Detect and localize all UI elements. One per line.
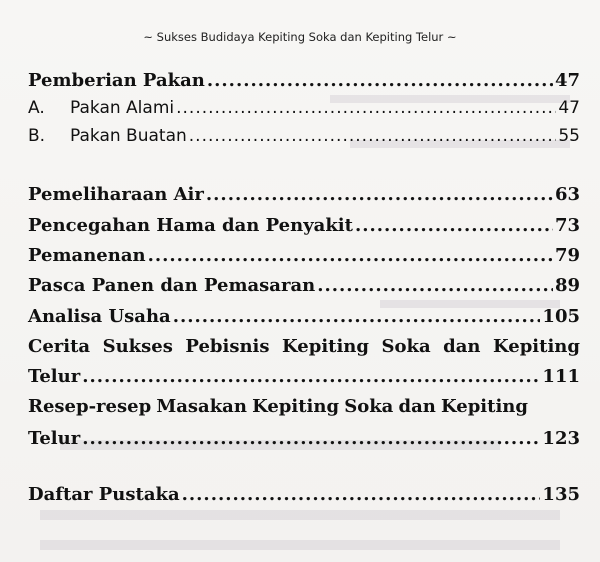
toc-leader <box>148 245 553 266</box>
toc-entry-line1 <box>28 336 580 357</box>
toc-entry <box>28 70 580 91</box>
toc-word: Sukses <box>102 336 173 357</box>
toc-sub-entry <box>28 126 580 146</box>
toc-word: Masakan <box>156 396 247 417</box>
toc-page-number: 55 <box>558 126 580 146</box>
toc-leader <box>173 306 541 327</box>
toc-entry <box>28 484 580 505</box>
toc-word: Cerita <box>28 336 91 357</box>
toc-page-number: 135 <box>542 484 580 505</box>
toc-page-number: 105 <box>542 306 580 327</box>
toc-page-number: 73 <box>554 215 580 236</box>
toc-word: Resep-resep <box>28 396 152 417</box>
toc-word: Soka <box>344 396 394 417</box>
toc-entry <box>28 306 580 327</box>
toc-entry <box>28 184 580 205</box>
toc-title: Pemanenan <box>28 245 146 266</box>
toc-page-number: 63 <box>554 184 580 205</box>
toc-page-number: 47 <box>558 98 580 118</box>
toc-word: Kepiting <box>252 396 340 417</box>
toc-entry-line2 <box>28 366 580 387</box>
running-head: ~ Sukses Budidaya Kepiting Soka dan Kepiting Telur ~ <box>143 30 457 44</box>
toc-title: Analisa Usaha <box>28 306 171 327</box>
toc-entry-line2 <box>28 428 580 449</box>
toc-title: Pakan Buatan <box>70 126 187 146</box>
toc-leader <box>207 70 553 91</box>
toc-word: Soka <box>381 336 431 357</box>
toc-word: dan <box>398 396 436 417</box>
toc-entry <box>28 215 580 236</box>
toc-page-number: 123 <box>542 428 580 449</box>
toc-word: Kepiting <box>493 336 580 357</box>
toc-sub-entry <box>28 98 580 118</box>
toc-leader <box>189 126 557 146</box>
toc-marker: A. <box>28 98 45 118</box>
toc-page-number: 111 <box>542 366 580 387</box>
toc-leader <box>317 275 553 296</box>
toc-entry <box>28 245 580 266</box>
toc-page-number: 89 <box>554 275 580 296</box>
toc-title: Pemberian Pakan <box>28 70 205 91</box>
toc-entry-line1 <box>28 396 528 417</box>
toc-marker: B. <box>28 126 46 146</box>
toc-word: Kepiting <box>441 396 528 417</box>
toc-entry <box>28 275 580 296</box>
toc-leader <box>82 428 540 449</box>
toc-page-number: 47 <box>554 70 580 91</box>
toc-leader <box>182 484 541 505</box>
toc-leader <box>176 98 556 118</box>
toc-word: Pebisnis <box>185 336 270 357</box>
toc-title: Pemeliharaan Air <box>28 184 204 205</box>
toc-title: Pakan Alami <box>70 98 175 118</box>
toc-word: Kepiting <box>282 336 369 357</box>
toc-leader <box>82 366 540 387</box>
toc-title: Pencegahan Hama dan Penyakit <box>28 215 353 236</box>
toc-leader <box>206 184 553 205</box>
toc-page-number: 79 <box>554 245 580 266</box>
toc-title: Telur <box>28 366 81 387</box>
toc-leader <box>355 215 553 236</box>
toc-title: Telur <box>28 428 81 449</box>
toc-title: Pasca Panen dan Pemasaran <box>28 275 316 296</box>
toc-title: Daftar Pustaka <box>28 484 180 505</box>
toc-word: dan <box>443 336 481 357</box>
